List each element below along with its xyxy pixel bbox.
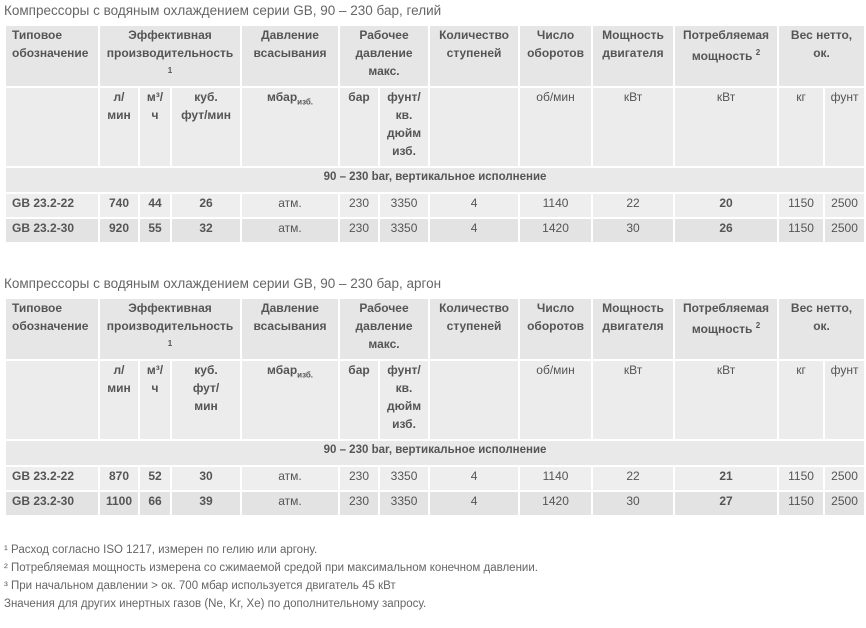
table-cell: атм. bbox=[241, 491, 339, 516]
table-cell: 26 bbox=[171, 193, 241, 218]
unit-suction: мбар$_{изб.}$ bbox=[241, 360, 339, 440]
table-cell: GB 23.2-22 bbox=[5, 193, 99, 218]
units-row bbox=[5, 87, 865, 167]
unit-psi: фунт/ кв. дюйм изб. bbox=[379, 360, 429, 440]
suction-header: Давление всасывания bbox=[241, 25, 339, 87]
table-cell: 740 bbox=[99, 193, 139, 218]
table-cell: 52 bbox=[139, 466, 171, 491]
unit-cfm: куб. фут/мин bbox=[171, 87, 241, 167]
unit-lmin: л/ мин bbox=[99, 360, 139, 440]
table-cell: 21 bbox=[674, 466, 778, 491]
units-row bbox=[5, 360, 865, 440]
unit-psi: фунт/ кв. дюйм изб. bbox=[379, 87, 429, 167]
rpm-header: Число оборотов bbox=[519, 298, 592, 360]
table-cell: 1420 bbox=[519, 491, 592, 516]
unit-lb: фунт bbox=[824, 87, 865, 167]
table-cell: 1100 bbox=[99, 491, 139, 516]
header-row bbox=[5, 298, 865, 360]
unit-motor: кВт bbox=[592, 87, 674, 167]
header-row bbox=[5, 25, 865, 87]
unit-bar: бар bbox=[339, 87, 379, 167]
table-cell: 1150 bbox=[778, 491, 824, 516]
table-cell: 2500 bbox=[824, 466, 865, 491]
table-cell: 2500 bbox=[824, 491, 865, 516]
table-cell: 39 bbox=[171, 491, 241, 516]
table-cell: 1150 bbox=[778, 466, 824, 491]
table-row bbox=[5, 466, 865, 491]
section-row bbox=[5, 167, 865, 193]
table-cell: 3350 bbox=[379, 466, 429, 491]
footnotes bbox=[4, 541, 538, 613]
unit-kg: кг bbox=[778, 360, 824, 440]
table-cell bbox=[429, 87, 519, 167]
stages-header: Количество ступеней bbox=[429, 25, 519, 87]
unit-rpm: об/мин bbox=[519, 87, 592, 167]
working-pressure-header: Рабочее давление макс. bbox=[339, 25, 429, 87]
capacity-header: Эффективная производительность $^1$ bbox=[99, 25, 241, 87]
unit-motor: кВт bbox=[592, 360, 674, 440]
table-cell: атм. bbox=[241, 466, 339, 491]
unit-power: кВт bbox=[674, 360, 778, 440]
table-cell: 230 bbox=[339, 193, 379, 218]
table-cell bbox=[5, 360, 99, 440]
working-pressure-header: Рабочее давление макс. bbox=[339, 298, 429, 360]
unit-kg: кг bbox=[778, 87, 824, 167]
spec-table-argon bbox=[4, 297, 866, 517]
stages-header: Количество ступеней bbox=[429, 298, 519, 360]
table-cell: 55 bbox=[139, 218, 171, 243]
table-cell: 4 bbox=[429, 218, 519, 243]
table-cell: 230 bbox=[339, 218, 379, 243]
table-cell: 2500 bbox=[824, 193, 865, 218]
rpm-header: Число оборотов bbox=[519, 25, 592, 87]
table-cell: 1150 bbox=[778, 218, 824, 243]
table-2-caption: Компрессоры с водяным охлаждением серии GB, 90 – 230 бар, аргон bbox=[4, 276, 442, 291]
table-cell: 2500 bbox=[824, 218, 865, 243]
table-cell: 1150 bbox=[778, 193, 824, 218]
table-cell: 4 bbox=[429, 466, 519, 491]
footnote-2: ² Потребляемая мощность измерена со сжимаемой средой при максимальном конечном давлении. bbox=[4, 562, 538, 574]
table-cell: атм. bbox=[241, 193, 339, 218]
table-cell: 90 – 230 bar, вертикальное исполнение bbox=[5, 440, 865, 466]
suction-header: Давление всасывания bbox=[241, 298, 339, 360]
table-cell: 27 bbox=[674, 491, 778, 516]
table-cell: 44 bbox=[139, 193, 171, 218]
capacity-header: Эффективная производительность $^1$ bbox=[99, 298, 241, 360]
table-cell: 1140 bbox=[519, 466, 592, 491]
table-cell: 3350 bbox=[379, 491, 429, 516]
table-cell bbox=[429, 360, 519, 440]
model-header: Типовое обозначение bbox=[5, 298, 99, 360]
unit-m3h: м³/ ч bbox=[139, 87, 171, 167]
unit-rpm: об/мин bbox=[519, 360, 592, 440]
table-cell: 3350 bbox=[379, 193, 429, 218]
table-cell: 66 bbox=[139, 491, 171, 516]
table-row bbox=[5, 491, 865, 516]
motor-header: Мощность двигателя bbox=[592, 25, 674, 87]
weight-header: Вес нетто, ок. bbox=[778, 25, 865, 87]
power-header: Потребляемая мощность $^2$ bbox=[674, 298, 778, 360]
table-cell bbox=[5, 87, 99, 167]
table-cell: 230 bbox=[339, 466, 379, 491]
footnote-3: ³ При начальном давлении > ок. 700 мбар используется двигатель 45 кВт bbox=[4, 580, 396, 592]
table-cell: 230 bbox=[339, 491, 379, 516]
table-row bbox=[5, 218, 865, 243]
unit-suction: мбар$_{изб.}$ bbox=[241, 87, 339, 167]
table-cell: 920 bbox=[99, 218, 139, 243]
table-1-caption: Компрессоры с водяным охлаждением серии GB, 90 – 230 бар, гелий bbox=[4, 3, 442, 18]
footnote-1: ¹ Расход согласно ISO 1217, измерен по гелию или аргону. bbox=[4, 544, 318, 556]
table-cell: 22 bbox=[592, 466, 674, 491]
weight-header: Вес нетто, ок. bbox=[778, 298, 865, 360]
table-cell: 1140 bbox=[519, 193, 592, 218]
section-row bbox=[5, 440, 865, 466]
table-cell: GB 23.2-30 bbox=[5, 218, 99, 243]
table-cell: 4 bbox=[429, 193, 519, 218]
table-cell: 30 bbox=[592, 218, 674, 243]
table-cell: 20 bbox=[674, 193, 778, 218]
table-cell: 4 bbox=[429, 491, 519, 516]
table-cell: 1420 bbox=[519, 218, 592, 243]
table-cell: GB 23.2-30 bbox=[5, 491, 99, 516]
unit-cfm: куб. фут/ мин bbox=[171, 360, 241, 440]
table-cell: 22 bbox=[592, 193, 674, 218]
table-cell: 870 bbox=[99, 466, 139, 491]
unit-lb: фунт bbox=[824, 360, 865, 440]
unit-power: кВт bbox=[674, 87, 778, 167]
table-cell: 32 bbox=[171, 218, 241, 243]
power-header: Потребляемая мощность $^2$ bbox=[674, 25, 778, 87]
spec-table-helium bbox=[4, 24, 866, 244]
unit-bar: бар bbox=[339, 360, 379, 440]
table-cell: 26 bbox=[674, 218, 778, 243]
table-cell: GB 23.2-22 bbox=[5, 466, 99, 491]
model-header: Типовое обозначение bbox=[5, 25, 99, 87]
table-cell: 90 – 230 bar, вертикальное исполнение bbox=[5, 167, 865, 193]
footnote-4: Значения для других инертных газов (Ne, Kr, Xe) по дополнительному запросу. bbox=[4, 598, 427, 610]
table-row bbox=[5, 193, 865, 218]
motor-header: Мощность двигателя bbox=[592, 298, 674, 360]
table-cell: 30 bbox=[592, 491, 674, 516]
table-cell: атм. bbox=[241, 218, 339, 243]
table-cell: 30 bbox=[171, 466, 241, 491]
unit-m3h: м³/ ч bbox=[139, 360, 171, 440]
table-cell: 3350 bbox=[379, 218, 429, 243]
unit-lmin: л/ мин bbox=[99, 87, 139, 167]
